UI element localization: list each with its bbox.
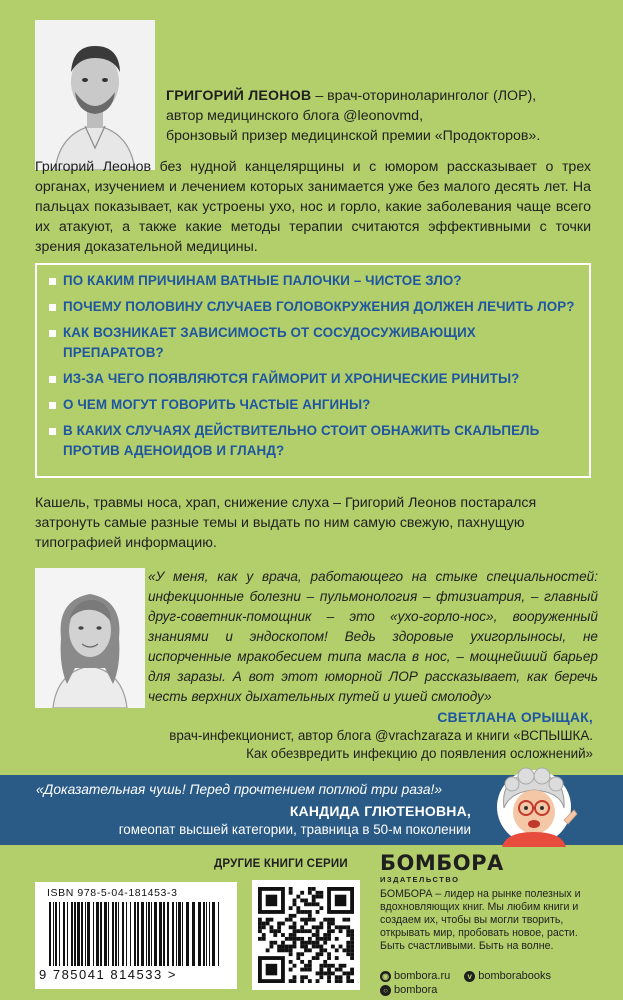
author-bio-line2: автор медицинского блога @leonovmd, (166, 108, 424, 124)
grandma-icon (482, 762, 587, 847)
question-item (63, 323, 575, 363)
question-text: ПО КАКИМ ПРИЧИНАМ ВАТНЫЕ ПАЛОЧКИ – ЧИСТОЕ ЗЛО? (63, 273, 462, 288)
publisher-description: БОМБОРА – лидер на рынке полезных и вдохновляющих книг. Мы любим книги и создаем их, чтобы вы могли творить, открывать мир, пробовать новое, расти. Быть счастливыми. Быть на волне. (380, 888, 581, 952)
link-text: bombora.ru (394, 970, 451, 982)
publisher-links (380, 970, 600, 996)
square-bullet-icon (49, 278, 56, 285)
other-books-label: ДРУГИЕ КНИГИ СЕРИИ (214, 858, 348, 870)
reviewer-desc-line2: Как обезвредить инфекцию до появления осложнений» (246, 746, 593, 761)
question-text: О ЧЕМ МОГУТ ГОВОРИТЬ ЧАСТЫЕ АНГИНЫ? (63, 397, 371, 412)
square-bullet-icon (49, 428, 56, 435)
barcode-digits: 9 785041 814533 > (39, 967, 177, 982)
question-text: ИЗ-ЗА ЧЕГО ПОЯВЛЯЮТСЯ ГАЙМОРИТ И ХРОНИЧЕСКИЕ РИНИТЫ? (63, 371, 520, 386)
publisher-logo (380, 852, 504, 884)
square-bullet-icon (49, 304, 56, 311)
reviewer-name: СВЕТЛАНА ОРЫЩАК, (437, 709, 593, 725)
author-bio (166, 86, 596, 146)
reviewer-portrait-illustration (35, 568, 145, 708)
square-bullet-icon (49, 402, 56, 409)
link-vk[interactable] (464, 970, 551, 982)
link-instagram[interactable] (380, 984, 437, 996)
question-text: ПОЧЕМУ ПОЛОВИНУ СЛУЧАЕВ ГОЛОВОКРУЖЕНИЯ ДОЛЖЕН ЛЕЧИТЬ ЛОР? (63, 299, 575, 314)
intro-paragraph: Григорий Леонов без нудной канцелярщины и с юмором рассказывает о трех органах, изучением и лечением которых занимается уже без малого десять лет. На пальцах показывает, как устроены ухо, нос и горло, какие заболевания чаще всего их атакуют, а также какие методы терапии считаются эффективными с точки зрения доказательной медицины. (35, 159, 591, 255)
author-bio-line1: – врач-оториноларинголог (ЛОР), (311, 88, 537, 104)
square-bullet-icon (49, 376, 56, 383)
square-bullet-icon (49, 330, 56, 337)
question-text: КАК ВОЗНИКАЕТ ЗАВИСИМОСТЬ ОТ СОСУДОСУЖИВАЮЩИХ ПРЕПАРАТОВ? (63, 325, 476, 360)
link-text: bombora (394, 984, 438, 996)
review-quote: «У меня, как у врача, работающего на стыке специальностей: инфекционные болезни – пульмонология – фтизиатрия, – главный друг-советник-помощник – это «ухо-горло-нос», вооруженный знаниями и эндоскопом! Ведь здоровые ухигорлыносы, не испорченные мракобесием типа масла в нос, – мощнейший барьер для заразы. А вот этот юморной ЛОР рассказывает, как беречь честь верхних дыхательных путей и ушей смолоду» (148, 569, 598, 704)
link-text: bomborabooks (478, 970, 552, 982)
isbn-text: ISBN 978-5-04-181453-3 (47, 887, 178, 899)
question-item (63, 395, 575, 415)
author-name: ГРИГОРИЙ ЛЕОНОВ (166, 88, 312, 104)
grandma-illustration (482, 762, 587, 847)
qr-code-icon (258, 886, 354, 984)
question-item (63, 369, 575, 389)
barcode-box (35, 882, 237, 989)
author-bio-line3: бронзовый призер медицинской премии «Продокторов». (166, 128, 541, 144)
question-item (63, 421, 575, 461)
publisher-name: БОМБОРА (380, 851, 504, 875)
publisher-sub: ИЗДАТЕЛЬСТВО (380, 875, 460, 884)
outro-paragraph: Кашель, травмы носа, храп, снижение слуха – Григорий Леонов постарался затронуть самые разные темы и выдать по ним самую свежую, пахнущую типографией информацию. (35, 495, 537, 551)
question-item (63, 297, 575, 317)
vk-icon: v (464, 971, 475, 982)
band-name: КАНДИДА ГЛЮТЕНОВНА, (289, 803, 471, 819)
instagram-icon: ○ (380, 985, 391, 996)
question-item (63, 271, 575, 291)
barcode-icon (45, 902, 227, 966)
band-description: гомеопат высшей категории, травница в 50-м поколении (118, 822, 471, 837)
reviewer-photo (35, 568, 145, 708)
reviewer-desc-line1: врач-инфекционист, автор блога @vrachzaraza и книги «ВСПЫШКА. (169, 728, 593, 743)
reviewer-description (113, 727, 593, 763)
globe-icon: ◉ (380, 971, 391, 982)
author-portrait-illustration (35, 20, 155, 170)
author-photo (35, 20, 155, 170)
link-website[interactable] (380, 970, 450, 982)
band-quote: «Доказательная чушь! Перед прочтением поплюй три раза!» (36, 782, 443, 797)
question-text: В КАКИХ СЛУЧАЯХ ДЕЙСТВИТЕЛЬНО СТОИТ ОБНАЖИТЬ СКАЛЬПЕЛЬ ПРОТИВ АДЕНОИДОВ И ГЛАНД? (63, 423, 540, 458)
questions-box (35, 263, 591, 478)
qr-code[interactable] (252, 880, 360, 990)
